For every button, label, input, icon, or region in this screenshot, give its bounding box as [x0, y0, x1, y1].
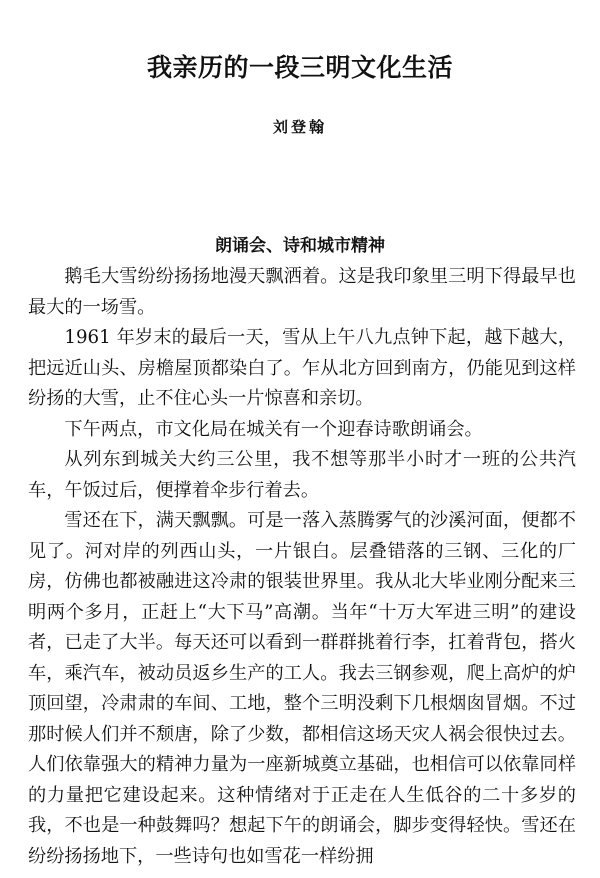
article-title: 我亲历的一段三明文化生活 — [146, 53, 453, 82]
section-heading: 朗诵会、诗和城市精神 — [215, 236, 385, 256]
paragraph: 1961 年岁末的最后一天，雪从上午八九点钟下起，越下越大，把远近山头、房檐屋顶都染白了。乍从北方回到南方，仍能见到这样纷扬的大雪，止不住心头一片惊喜和亲切。 — [28, 327, 576, 409]
paragraph: 下午两点，市文化局在城关有一个迎春诗歌朗诵会。 — [64, 418, 483, 440]
paragraph: 雪还在下，满天飘飘。可是一落入蒸腾雾气的沙溪河面，便都不见了。河对岸的列西山头，一片银白。层叠错落的三钢、三化的厂房，仿佛也都被融进这冷肃的银装世界里。我从北大毕业刚分配来三明两个多月，正赶上“大下马”高潮。当年“十万大军进三明”的建设者，已走了大半。每天还可以看到一群群挑着行李，扛着背包，搭火车，乘汽车，被动员返乡生产的工人。我去三钢参观，爬上高炉的炉顶回望，冷肃肃的车间、工地，整个三明没剩下几根烟囱冒烟。不过那时候人们并不颓唐，除了少数，都相信这场天灾人祸会很快过去。人们依靠强大的精神力量为一座新城奠立基础，也相信可以依靠同样的力量把它建设起来。这种情绪对于正走在人生低谷的二十多岁的我，不也是一种鼓舞吗？想起下午的朗诵会，脚步变得轻快。雪还在纷纷扬扬地下，一些诗句也如雪花一样纷拥 — [28, 510, 576, 867]
article-body — [28, 262, 576, 872]
author-name: 刘登翰 — [272, 118, 327, 136]
paragraph: 鹅毛大雪纷纷扬扬地漫天飘洒着。这是我印象里三明下得最早也最大的一场雪。 — [28, 266, 576, 318]
paragraph: 从列东到城关大约三公里，我不想等那半小时才一班的公共汽车，午饭过后，便撑着伞步行着去。 — [28, 449, 576, 501]
